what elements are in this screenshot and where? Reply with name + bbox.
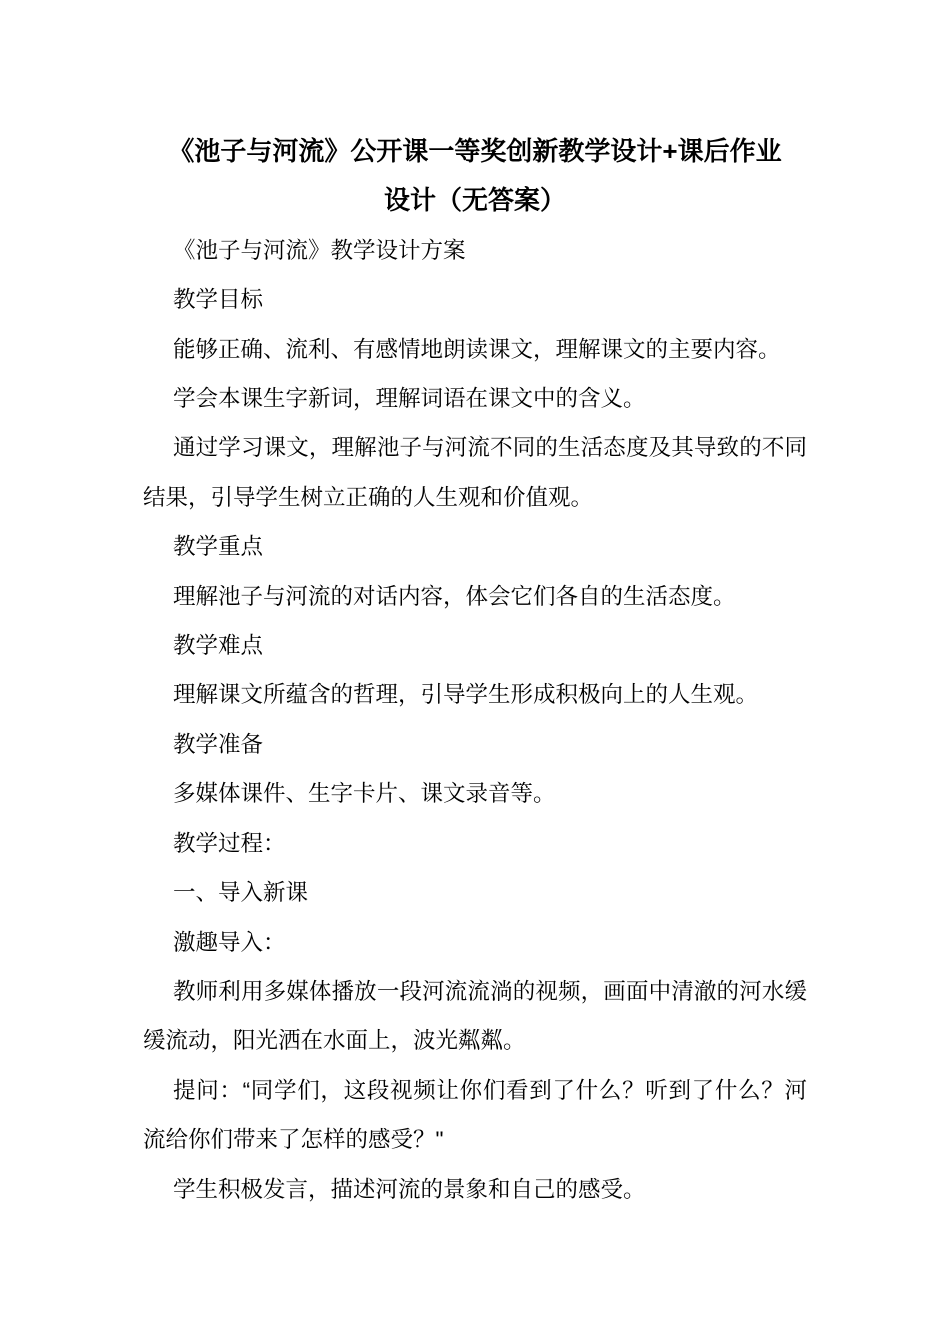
doc-heading-teaching-focus: 教学重点 [173,534,264,560]
doc-heading-teaching-goals: 教学目标 [173,287,264,313]
doc-heading-teaching-preparation: 教学准备 [173,731,264,757]
doc-heading-lead-in: 激趣导入： [173,929,286,955]
doc-heading-section-one: 一、导入新课 [173,880,309,906]
doc-paragraph: 学会本课生字新词，理解词语在课文中的含义。 [173,386,646,412]
doc-paragraph: 教师利用多媒体播放一段河流流淌的视频，画面中清澈的河水缓缓流动，阳光洒在水面上，波光粼粼。 [143,978,807,1054]
document-title-line-1: 《池子与河流》公开课一等奖创新教学设计+课后作业 [168,136,782,166]
doc-paragraph: 能够正确、流利、有感情地朗读课文，理解课文的主要内容。 [173,336,781,362]
doc-paragraph: 多媒体课件、生字卡片、课文录音等。 [173,781,556,807]
doc-paragraph: 理解课文所蕴含的哲理，引导学生形成积极向上的人生观。 [173,682,759,708]
doc-paragraph: 提问：“同学们，这段视频让你们看到了什么？听到了什么？河流给你们带来了怎样的感受？" [143,1077,807,1153]
doc-heading-teaching-difficulty: 教学难点 [173,633,264,659]
document-title-line-2: 设计（无答案） [383,185,566,216]
doc-paragraph: 理解池子与河流的对话内容，体会它们各自的生活态度。 [173,583,736,609]
doc-heading-teaching-process: 教学过程： [173,830,286,856]
doc-paragraph: 通过学习课文，理解池子与河流不同的生活态度及其导致的不同结果，引导学生树立正确的人生观和价值观。 [143,435,807,510]
doc-paragraph-subtitle: 《池子与河流》教学设计方案 [173,237,466,263]
document-title [143,127,807,226]
doc-paragraph: 学生积极发言，描述河流的景象和自己的感受。 [173,1176,646,1202]
